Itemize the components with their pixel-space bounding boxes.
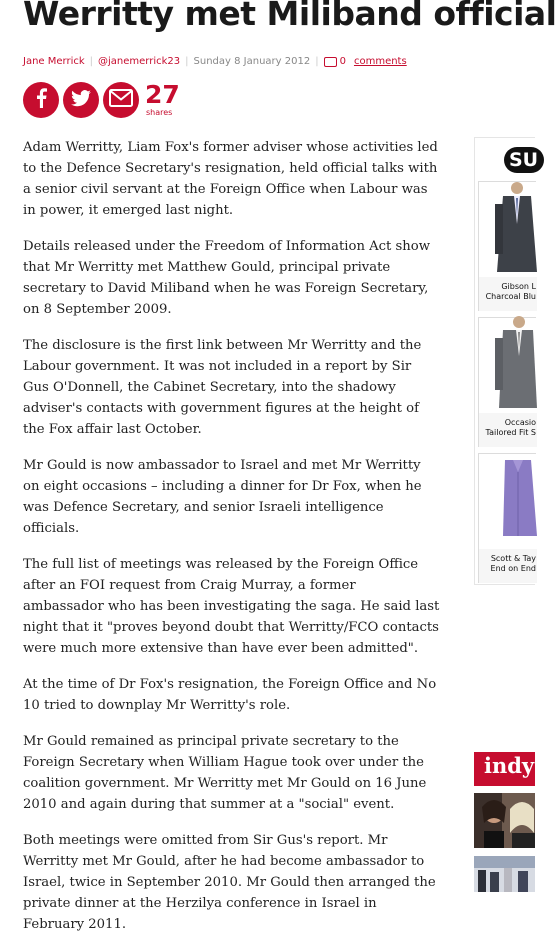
facebook-share-button[interactable] — [23, 82, 59, 118]
email-icon — [109, 89, 133, 111]
product-detail: Charcoal Blu — [485, 292, 536, 301]
publish-date: Sunday 8 January 2012 — [193, 55, 311, 67]
ad-product-suit-grey[interactable] — [478, 317, 536, 447]
article-paragraph: Adam Werritty, Liam Fox's former adviser whose activities led to the Defence Secretary's resignation, held official talks with a senior civil servant at the Foreign Office when Labour was in power, it emerged last night. — [23, 140, 438, 218]
comment-icon[interactable] — [324, 57, 337, 67]
twitter-handle-link[interactable]: @janemerrick23 — [98, 55, 181, 67]
product-caption — [486, 418, 536, 438]
article-headline: Werritty met Miliband official — [23, 0, 556, 33]
product-caption — [486, 282, 536, 302]
product-name: Scott & Tay — [490, 554, 536, 563]
product-detail: End on End — [490, 564, 536, 573]
twitter-icon — [71, 90, 91, 111]
article-body — [23, 137, 440, 950]
article-paragraph: At the time of Dr Fox's resignation, the Foreign Office and No 10 tried to downplay Mr Werritty's role. — [23, 677, 437, 713]
suit-image — [481, 184, 536, 272]
article-paragraph: The full list of meetings was released by the Foreign Office after an FOI request from Craig Murray, a former ambassador who has been investigating the saga. He said last night that it "proves beyond doubt that Werritty/FCO contacts were much more extensive than have ever been admitted". — [23, 557, 440, 656]
product-name: Gibson L — [501, 282, 536, 291]
byline-divider: | — [89, 55, 94, 67]
product-caption — [491, 554, 536, 574]
suit-image — [481, 320, 536, 408]
byline-divider: | — [315, 55, 319, 67]
article-paragraph: Mr Gould is now ambassador to Israel and met Mr Werritty on eight occasions – including a dinner for Dr Fox, when he was Defence Secretary, and senior Israeli intelligence officials. — [23, 458, 422, 536]
product-detail: Tailored Fit S — [485, 428, 536, 437]
article-paragraph: Mr Gould remained as principal private secretary to the Foreign Secretary when William Hague took over under the coalition government. Mr Werritty met Mr Gould on 16 June 2010 and again during that summer at a "social" event. — [23, 734, 427, 812]
author-link[interactable]: Jane Merrick — [23, 55, 85, 67]
article-paragraph: Details released under the Freedom of Information Act show that Mr Werritty met Matthew Gould, principal private secretary to David Miliband when he was Foreign Secretary, on 8 September 2009. — [23, 239, 431, 317]
article-paragraph: The disclosure is the first link between Mr Werritty and the Labour government. It was not included in a report by Sir Gus O'Donnell, the Cabinet Secretary, into the shadowy adviser's contacts with government figures at the height of the Fox affair last October. — [23, 338, 422, 437]
email-share-button[interactable] — [103, 82, 139, 118]
shirt-image — [481, 456, 536, 544]
advertiser-logo[interactable]: SU — [504, 147, 544, 173]
ad-product-shirt[interactable] — [478, 453, 536, 583]
facebook-icon — [34, 88, 48, 112]
byline-divider: | — [185, 55, 189, 67]
ad-product-suit-charcoal[interactable] — [478, 181, 536, 311]
comments-link[interactable]: comments — [353, 55, 407, 67]
share-count: 27 — [145, 80, 180, 109]
share-count-label: shares — [146, 108, 173, 117]
twitter-share-button[interactable] — [63, 82, 99, 118]
comment-count[interactable]: 0 — [339, 55, 346, 67]
sidebar-advert[interactable] — [474, 137, 539, 585]
promo-thumbnail[interactable] — [474, 856, 535, 892]
byline — [23, 54, 407, 68]
article-paragraph: Both meetings were omitted from Sir Gus's report. Mr Werritty met Mr Gould, after he had become ambassador to Israel, twice in September 2010. Mr Gould then arranged the private dinner at the Herzilya conference in Israel in February 2011. — [23, 833, 436, 932]
indy-logo: indy — [484, 753, 535, 778]
promo-thumbnail[interactable] — [474, 793, 535, 848]
indy-promo-banner[interactable] — [474, 752, 535, 786]
product-name: Occasio — [504, 418, 536, 427]
